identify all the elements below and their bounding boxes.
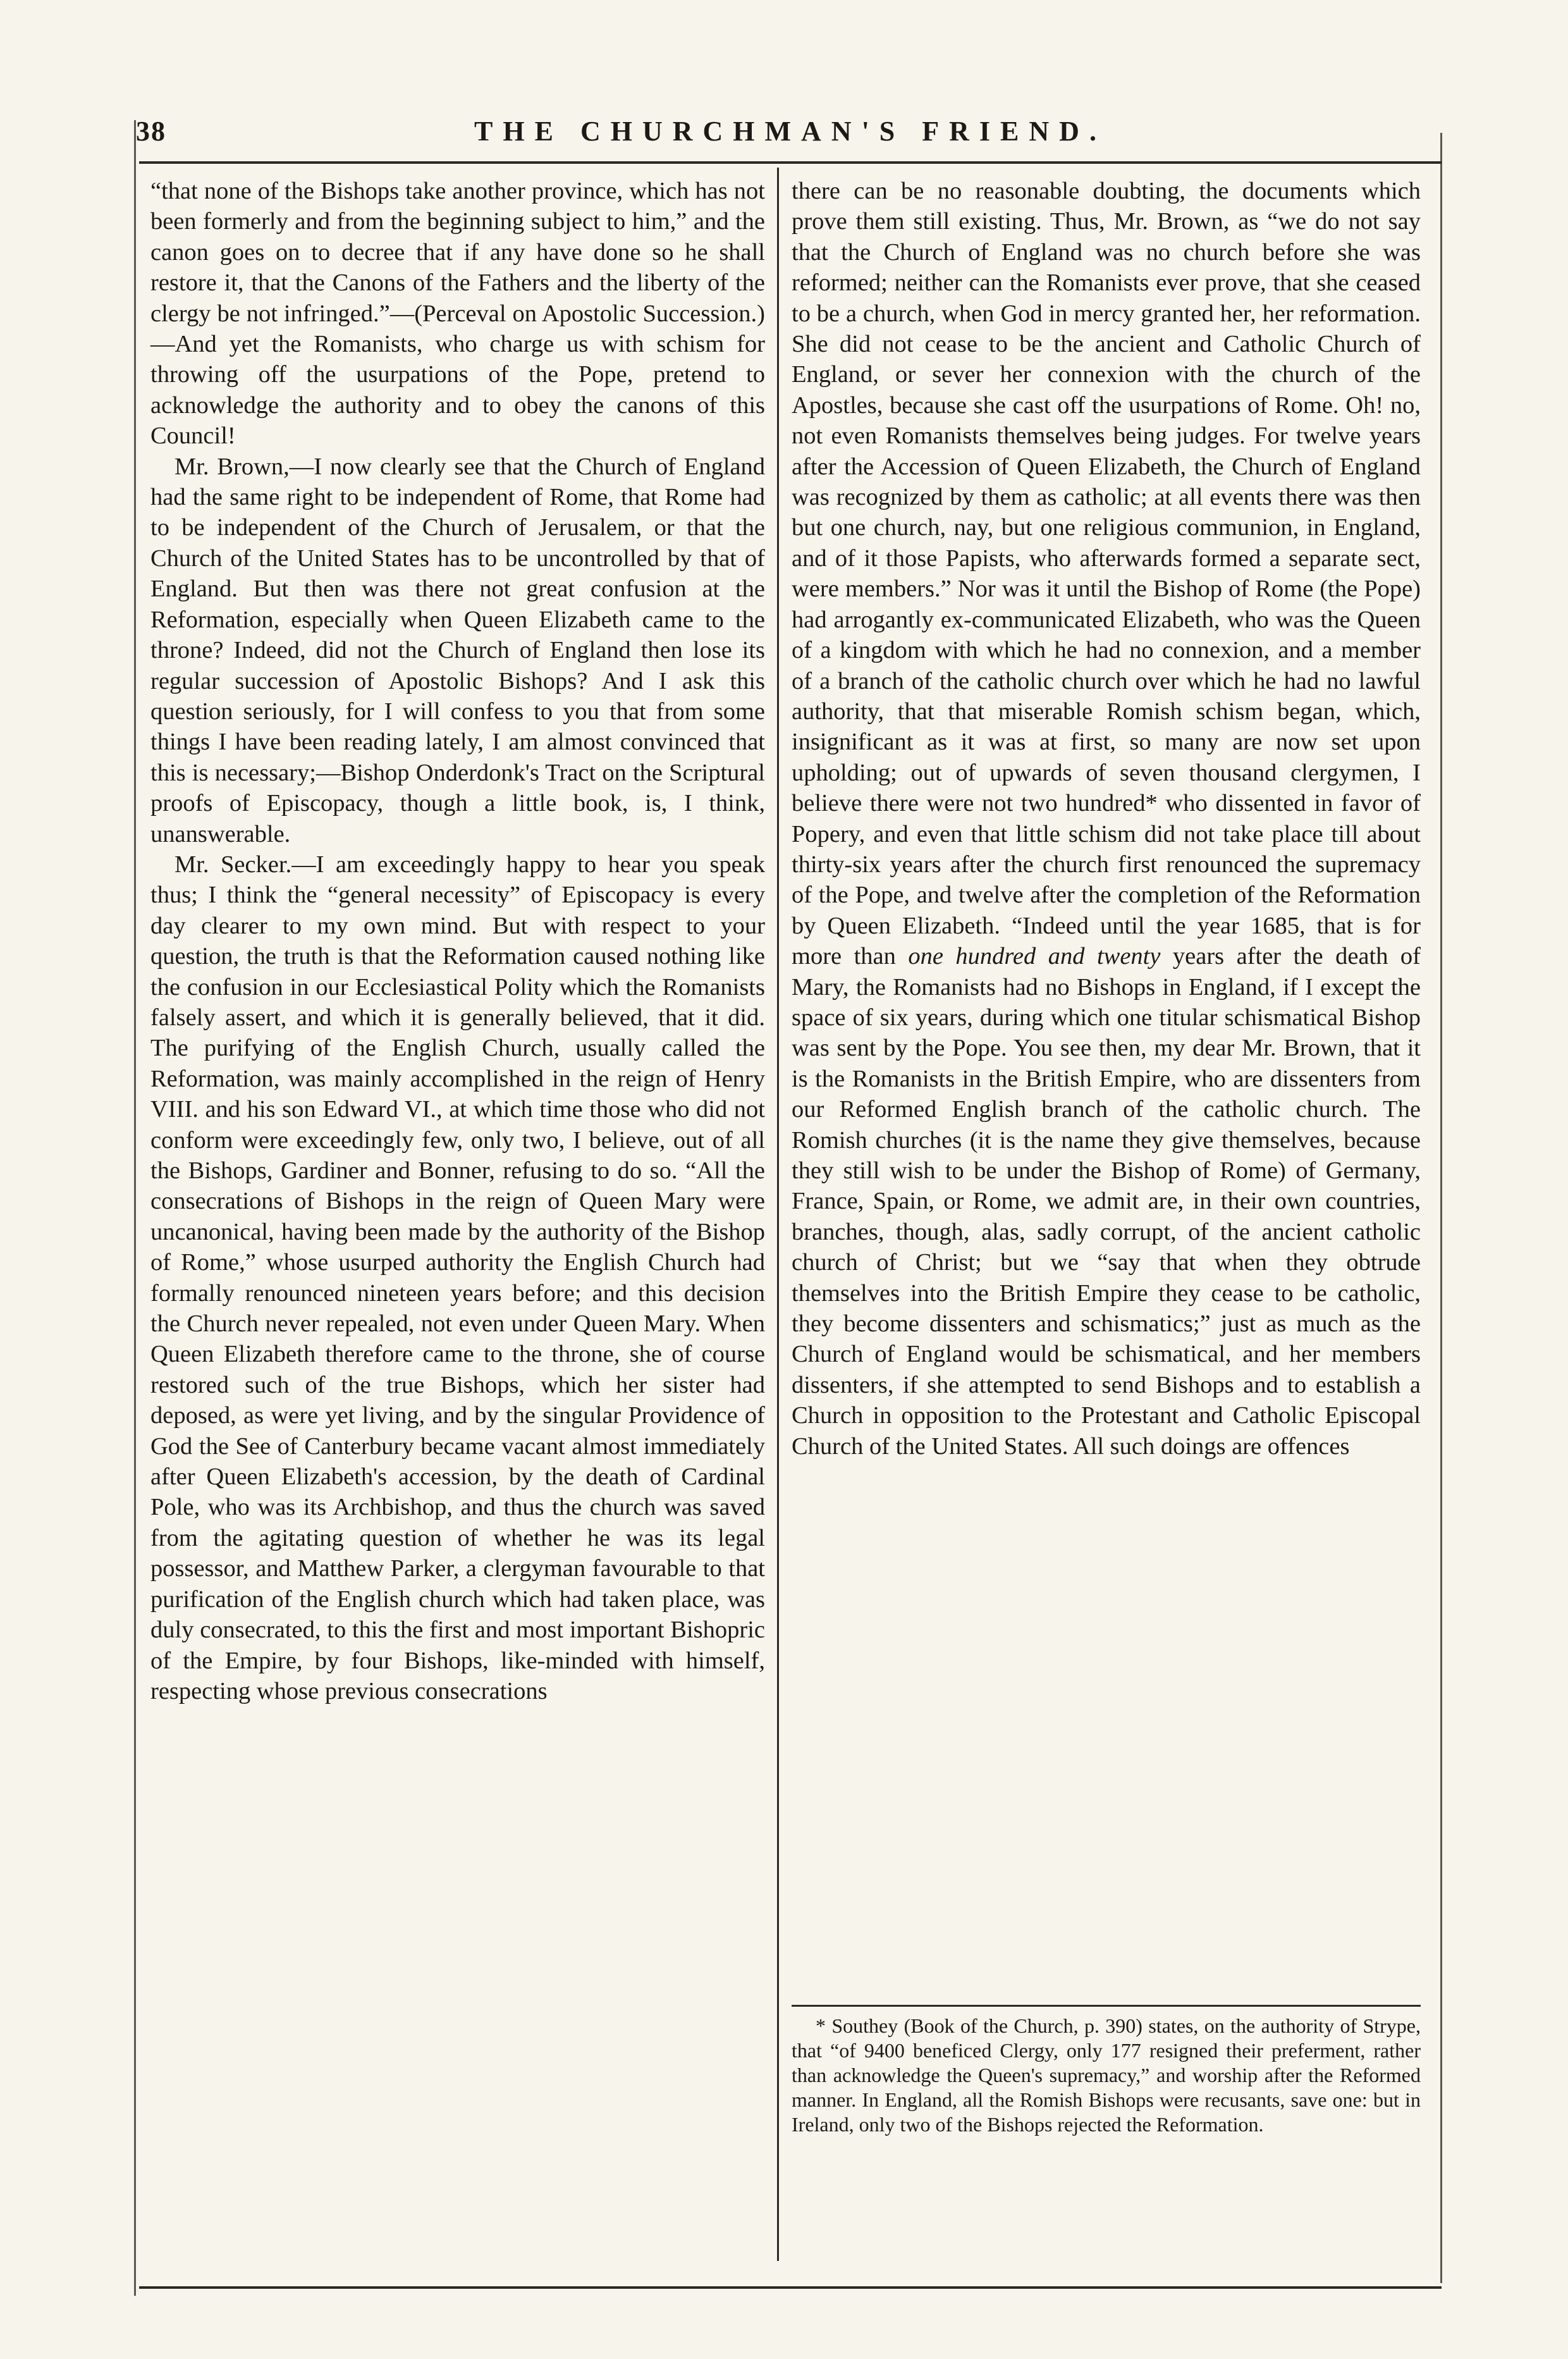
footnote-text: * Southey (Book of the Church, p. 390) states, on the authority of Strype, that “of 9400 beneficed Clergy, only 177 resigned their preferment, rather than acknowledge the Queen's supremacy,” and worship after the Reformed manner. In England, all the Romish Bishops were recusants, save one: but in Ireland, only two of the Bishops rejected the Reformation. — [792, 2014, 1421, 2136]
footnote-rule — [792, 2005, 1421, 2007]
paragraph-left-2: Mr. Brown,—I now clearly see that the Church of England had the same right to be independent of Rome, that Rome had to be independent of the Church of Jerusalem, or that the Church of the United States has to be uncontrolled by that of England. But then was there not great confusion at the Reformation, especially when Queen Elizabeth came to the throne? Indeed, did not the Church of England then lose its regular succession of Apostolic Bishops? And I ask this question seriously, for I will confess to you that from some things I have been reading lately, I am almost convinced that this is necessary;—Bishop Onderdonk's Tract on the Scriptural proofs of Episcopacy, though a little book, is, I think, unanswerable. — [150, 453, 765, 847]
paragraph-right-1 — [792, 176, 1421, 1462]
left-column — [150, 176, 765, 1706]
header-rule — [139, 161, 1442, 164]
italic-phrase: one hundred and twenty — [908, 943, 1161, 970]
paragraph-right-1-part-a: there can be no reasonable doubting, the documents which prove them still existing. Thus, Mr. Brown, as “we do not say that the Church of England was no church before she was reformed; neither can the Romanists ever prove, that she ceased to be a church, when God in mercy granted her, her reformation. She did not cease to be the ancient and Catholic Church of England, or sever her connexion with the church of the Apostles, because she cast off the usurpations of Rome. Oh! no, not even Romanists themselves being judges. For twelve years after the Accession of Queen Elizabeth, the Church of England was recognized by them as catholic; at all events there was then but one church, nay, but one religious communion, in England, and of it those Papists, who afterwards formed a separate sect, were members.” Nor was it until the Bishop of Rome (the Pope) had arrogantly ex-communicated Elizabeth, who was the Queen of a kingdom with which he had no connexion, and a member of a branch of the catholic church over which he had no lawful authority, that that miserable Romish schism began, which, insignificant as it was at first, so many are now set upon upholding; out of upwards of seven thousand clergymen, I believe there were not two hundred* who dissented in favor of Popery, and even that little schism did not take place till about thirty-six years after the church first renounced the supremacy of the Pope, and twelve after the completion of the Reformation by Queen Elizabeth. “Indeed until the year 1685, that is for more than — [792, 178, 1421, 970]
column-divider — [777, 168, 779, 2261]
footnote — [792, 2014, 1421, 2137]
paragraph-left-3: Mr. Secker.—I am exceedingly happy to hear you speak thus; I think the “general necessity” of Episcopacy is every day clearer to my own mind. But with respect to your question, the truth is that the Reformation caused nothing like the confusion in our Ecclesiastical Polity which the Romanists falsely assert, and which it is generally believed, that it did. The purifying of the English Church, usually called the Reformation, was mainly accomplished in the reign of Henry VIII. and his son Edward VI., at which time those who did not conform were exceedingly few, only two, I believe, out of all the Bishops, Gardiner and Bonner, refusing to do so. “All the consecrations of Bishops in the reign of Queen Mary were uncanonical, having been made by the authority of the Bishop of Rome,” whose usurped authority the English Church had formally renounced nineteen years before; and this decision the Church never repealed, not even under Queen Mary. When Queen Elizabeth therefore came to the throne, she of course restored such of the true Bishops, which her sister had deposed, as were yet living, and by the singular Providence of God the See of Canterbury became vacant almost immediately after Queen Elizabeth's accession, by the death of Cardinal Pole, who was its Archbishop, and thus the church was saved from the agitating question of whether he was its legal possessor, and Matthew Parker, a clergyman favourable to that purification of the English church which had taken place, was duly consecrated, to this the first and most important Bishopric of the Empire, by four Bishops, like-minded with himself, respecting whose previous consecrations — [150, 851, 765, 1704]
page-number: 38 — [136, 116, 166, 147]
right-border-line — [1440, 133, 1442, 2283]
paragraph-left-1: “that none of the Bishops take another province, which has not been formerly and from the beginning subject to him,” and the canon goes on to decree that if any have done so he shall restore it, that the Canons of the Fathers and the liberty of the clergy be not infringed.”—(Perceval on Apostolic Succession.)—And yet the Romanists, who charge us with schism for throwing off the usurpations of the Pope, pretend to acknowledge the authority and to obey the canons of this Council! — [150, 178, 765, 450]
bottom-rule — [139, 2286, 1442, 2289]
page-header — [130, 113, 1451, 157]
running-title: THE CHURCHMAN'S FRIEND. — [474, 116, 1106, 147]
left-border-line — [134, 120, 136, 2296]
right-column — [792, 176, 1421, 1462]
paragraph-right-1-part-b: years after the death of Mary, the Romanists had no Bishops in England, if I except the space of six years, during which one titular schismatical Bishop was sent by the Pope. You see then, my dear Mr. Brown, that it is the Romanists in the British Empire, who are dissenters from our Reformed English branch of the catholic church. The Romish churches (it is the name they give themselves, because they still wish to be under the Bishop of Rome) of Germany, France, Spain, or Rome, we admit are, in their own countries, branches, though, alas, sadly corrupt, of the ancient catholic church of Christ; but we “say that when they obtrude themselves into the British Empire they cease to be catholic, they become dissenters and schismatics;” just as much as the Church of England would be schismatical, and her members dissenters, if she attempted to send Bishops and to establish a Church in opposition to the Protestant and Catholic Episcopal Church of the United States. All such doings are offences — [792, 943, 1421, 1460]
